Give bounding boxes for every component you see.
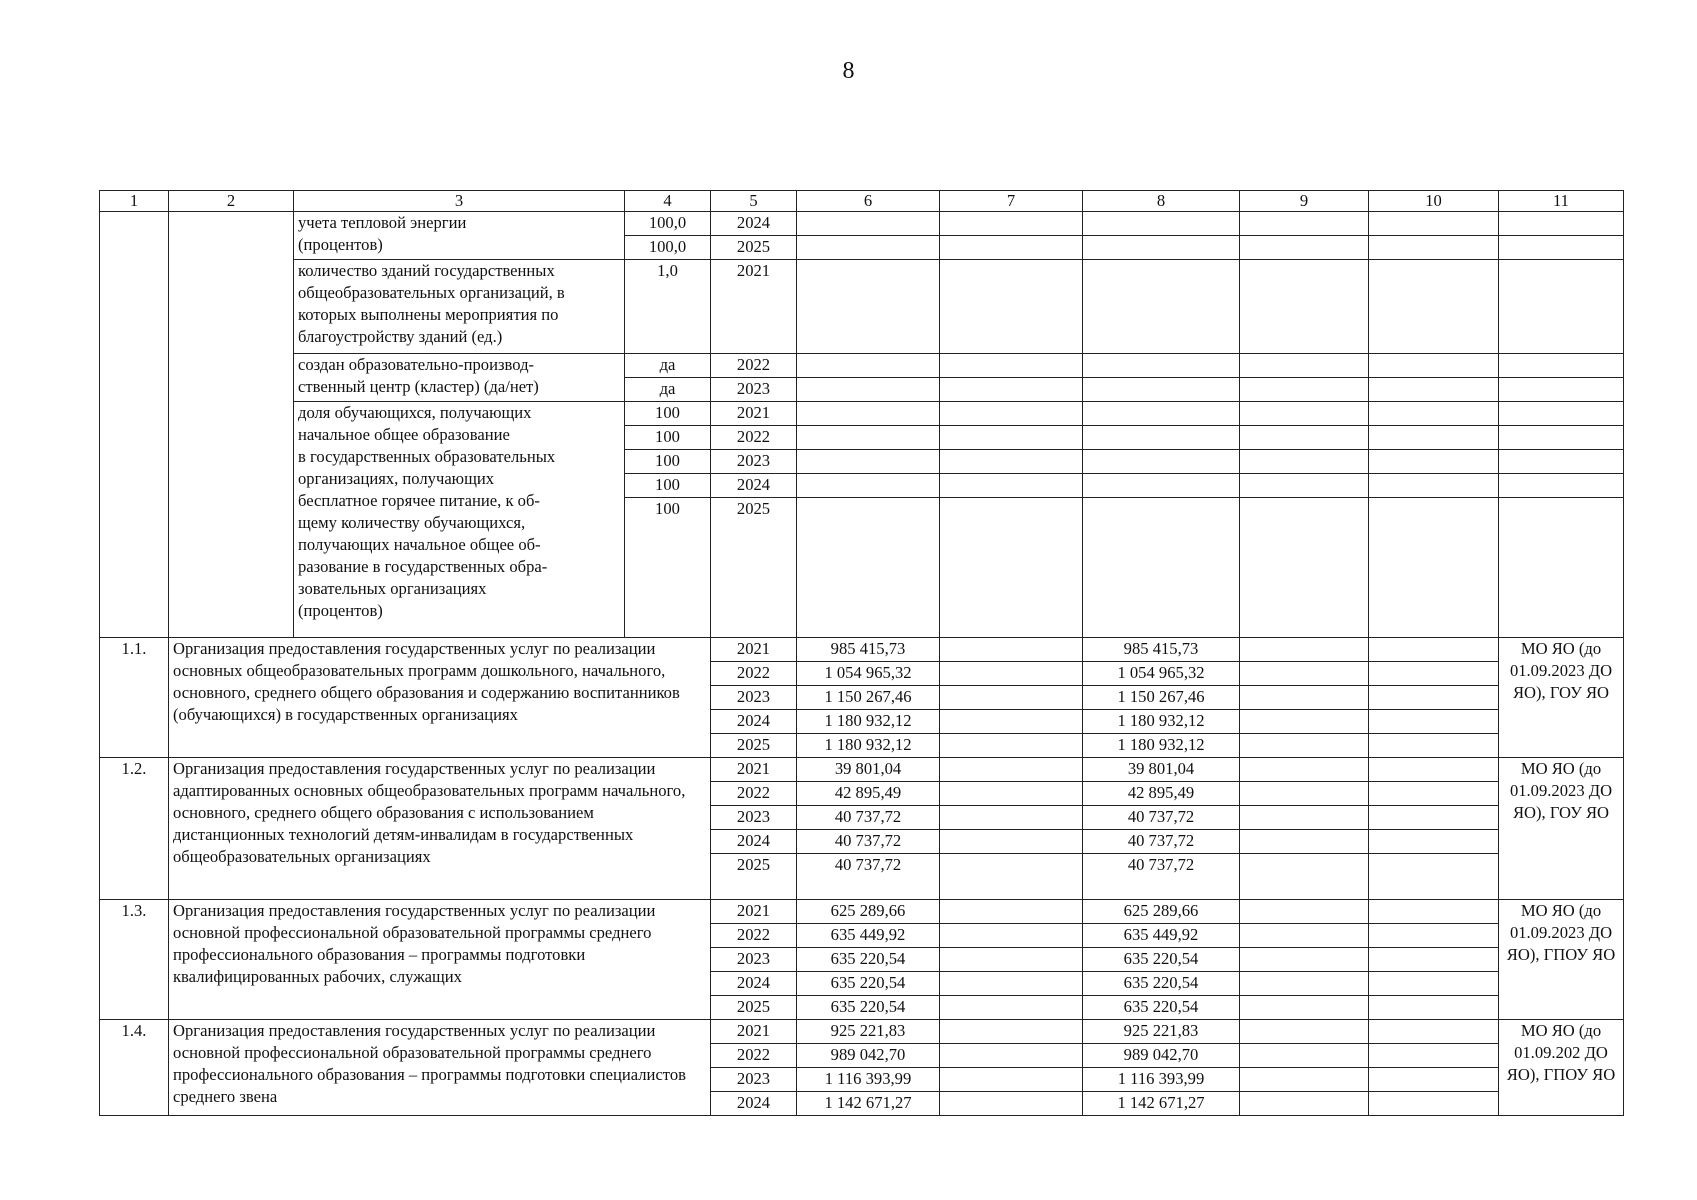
year-cell: 2021	[711, 900, 797, 924]
indicator-text: количество зданий государственных общеобразовательных организаций, в которых выполнены мероприятия по благоустройству зданий (ед.)	[294, 260, 625, 354]
year-cell: 2025	[711, 854, 797, 900]
year-cell: 2021	[711, 402, 797, 426]
year-cell: 2022	[711, 354, 797, 378]
amount-col8: 625 289,66	[1083, 900, 1240, 924]
indicator-value: 100	[625, 402, 711, 426]
year-cell: 2024	[711, 710, 797, 734]
amount-col6: 635 220,54	[797, 972, 940, 996]
indicator-value: 100	[625, 474, 711, 498]
item-number: 1.1.	[100, 638, 169, 758]
amount-col8: 42 895,49	[1083, 782, 1240, 806]
amount-col6: 635 449,92	[797, 924, 940, 948]
item-block	[100, 758, 1624, 900]
indicator-text: создан образовательно-производ- ственный центр (кластер) (да/нет)	[294, 354, 625, 402]
indicator-value: 100	[625, 450, 711, 474]
column-header: 7	[940, 191, 1083, 212]
indicator-row	[100, 212, 1624, 236]
year-cell: 2024	[711, 1092, 797, 1116]
year-cell: 2021	[711, 1020, 797, 1044]
item-name: Организация предоставления государственных услуг по реализации основной профессиональной образовательной программы среднего профессионального образования – программы подготовки специалистов среднего звена	[169, 1020, 711, 1116]
amount-col6: 989 042,70	[797, 1044, 940, 1068]
item-number: 1.2.	[100, 758, 169, 900]
indicator-value: 1,0	[625, 260, 711, 354]
year-cell: 2022	[711, 662, 797, 686]
amount-col6: 985 415,73	[797, 638, 940, 662]
column-header: 11	[1499, 191, 1624, 212]
year-cell: 2023	[711, 1068, 797, 1092]
year-cell: 2023	[711, 378, 797, 402]
responsible-org: МО ЯО (до 01.09.202 ДО ЯО), ГПОУ ЯО	[1499, 1020, 1624, 1116]
amount-col8: 989 042,70	[1083, 1044, 1240, 1068]
empty-cell	[100, 212, 169, 638]
responsible-org: МО ЯО (до 01.09.2023 ДО ЯО), ГОУ ЯО	[1499, 758, 1624, 900]
year-cell: 2022	[711, 924, 797, 948]
amount-col6: 39 801,04	[797, 758, 940, 782]
amount-col8: 1 054 965,32	[1083, 662, 1240, 686]
amount-col8: 635 220,54	[1083, 948, 1240, 972]
column-header: 4	[625, 191, 711, 212]
column-header: 3	[294, 191, 625, 212]
column-header: 10	[1369, 191, 1499, 212]
item-name: Организация предоставления государственных услуг по реализации основной профессиональной образовательной программы среднего профессионального образования – программы подготовки квалифицированных рабочих, служащих	[169, 900, 711, 1020]
year-cell: 2025	[711, 236, 797, 260]
indicator-value: да	[625, 354, 711, 378]
column-header: 5	[711, 191, 797, 212]
year-cell: 2021	[711, 638, 797, 662]
column-header: 8	[1083, 191, 1240, 212]
item-name: Организация предоставления государственных услуг по реализации основных общеобразовательных программ дошкольного, начального, основного, среднего общего образования и содержанию воспитанников (обучающихся) в государственных организациях	[169, 638, 711, 758]
year-cell: 2025	[711, 996, 797, 1020]
amount-col8: 635 220,54	[1083, 996, 1240, 1020]
year-cell: 2022	[711, 782, 797, 806]
amount-col8: 1 116 393,99	[1083, 1068, 1240, 1092]
amount-col8: 1 180 932,12	[1083, 734, 1240, 758]
year-cell: 2025	[711, 498, 797, 638]
amount-col6: 635 220,54	[797, 996, 940, 1020]
year-cell: 2024	[711, 972, 797, 996]
amount-col8: 40 737,72	[1083, 854, 1240, 900]
column-header: 6	[797, 191, 940, 212]
amount-col6: 1 116 393,99	[797, 1068, 940, 1092]
amount-col8: 1 180 932,12	[1083, 710, 1240, 734]
item-block	[100, 900, 1624, 1020]
indicator-row	[100, 354, 1624, 378]
page-number: 8	[842, 58, 855, 84]
program-table	[99, 190, 1624, 1116]
amount-col6: 1 150 267,46	[797, 686, 940, 710]
item-name: Организация предоставления государственных услуг по реализации адаптированных основных общеобразовательных программ начального, основного, среднего общего образования с использованием дистанционных технологий детям-инвалидам в государственных общеобразовательных организациях	[169, 758, 711, 900]
item-block	[100, 638, 1624, 758]
amount-col6: 1 142 671,27	[797, 1092, 940, 1116]
empty-cell	[169, 212, 294, 638]
indicator-row	[100, 260, 1624, 354]
amount-col8: 925 221,83	[1083, 1020, 1240, 1044]
year-cell: 2025	[711, 734, 797, 758]
column-number-row	[100, 191, 1624, 212]
year-cell: 2022	[711, 426, 797, 450]
amount-col8: 635 449,92	[1083, 924, 1240, 948]
amount-col6: 635 220,54	[797, 948, 940, 972]
indicator-row	[100, 402, 1624, 426]
indicator-value: 100	[625, 426, 711, 450]
amount-col8: 1 142 671,27	[1083, 1092, 1240, 1116]
year-cell: 2022	[711, 1044, 797, 1068]
amount-col8: 985 415,73	[1083, 638, 1240, 662]
amount-col8: 40 737,72	[1083, 830, 1240, 854]
amount-col6: 40 737,72	[797, 806, 940, 830]
year-cell: 2024	[711, 474, 797, 498]
year-cell: 2023	[711, 450, 797, 474]
year-cell: 2021	[711, 758, 797, 782]
column-header: 2	[169, 191, 294, 212]
column-header: 1	[100, 191, 169, 212]
indicator-text: доля обучающихся, получающих начальное общее образование в государственных образовательных организациях, получающих бесплатное горячее питание, к об- щему количеству обучающихся, получающих начальное общее об- разование в государственных обра- зовательных организациях (процентов)	[294, 402, 625, 638]
amount-col8: 1 150 267,46	[1083, 686, 1240, 710]
responsible-org: МО ЯО (до 01.09.2023 ДО ЯО), ГПОУ ЯО	[1499, 900, 1624, 1020]
indicator-value: 100	[625, 498, 711, 638]
responsible-org: МО ЯО (до 01.09.2023 ДО ЯО), ГОУ ЯО	[1499, 638, 1624, 758]
column-header: 9	[1240, 191, 1369, 212]
amount-col6: 40 737,72	[797, 854, 940, 900]
amount-col6: 1 180 932,12	[797, 710, 940, 734]
amount-col8: 39 801,04	[1083, 758, 1240, 782]
year-cell: 2023	[711, 686, 797, 710]
item-number: 1.4.	[100, 1020, 169, 1116]
year-cell: 2023	[711, 948, 797, 972]
amount-col6: 625 289,66	[797, 900, 940, 924]
amount-col6: 1 054 965,32	[797, 662, 940, 686]
year-cell: 2024	[711, 212, 797, 236]
indicator-value: 100,0	[625, 236, 711, 260]
amount-col8: 40 737,72	[1083, 806, 1240, 830]
item-number: 1.3.	[100, 900, 169, 1020]
year-cell: 2024	[711, 830, 797, 854]
amount-col6: 42 895,49	[797, 782, 940, 806]
year-cell: 2023	[711, 806, 797, 830]
amount-col6: 925 221,83	[797, 1020, 940, 1044]
amount-col8: 635 220,54	[1083, 972, 1240, 996]
indicator-text: учета тепловой энергии (процентов)	[294, 212, 625, 260]
amount-col6: 40 737,72	[797, 830, 940, 854]
indicator-value: 100,0	[625, 212, 711, 236]
year-cell: 2021	[711, 260, 797, 354]
indicator-value: да	[625, 378, 711, 402]
amount-col6: 1 180 932,12	[797, 734, 940, 758]
item-block	[100, 1020, 1624, 1116]
